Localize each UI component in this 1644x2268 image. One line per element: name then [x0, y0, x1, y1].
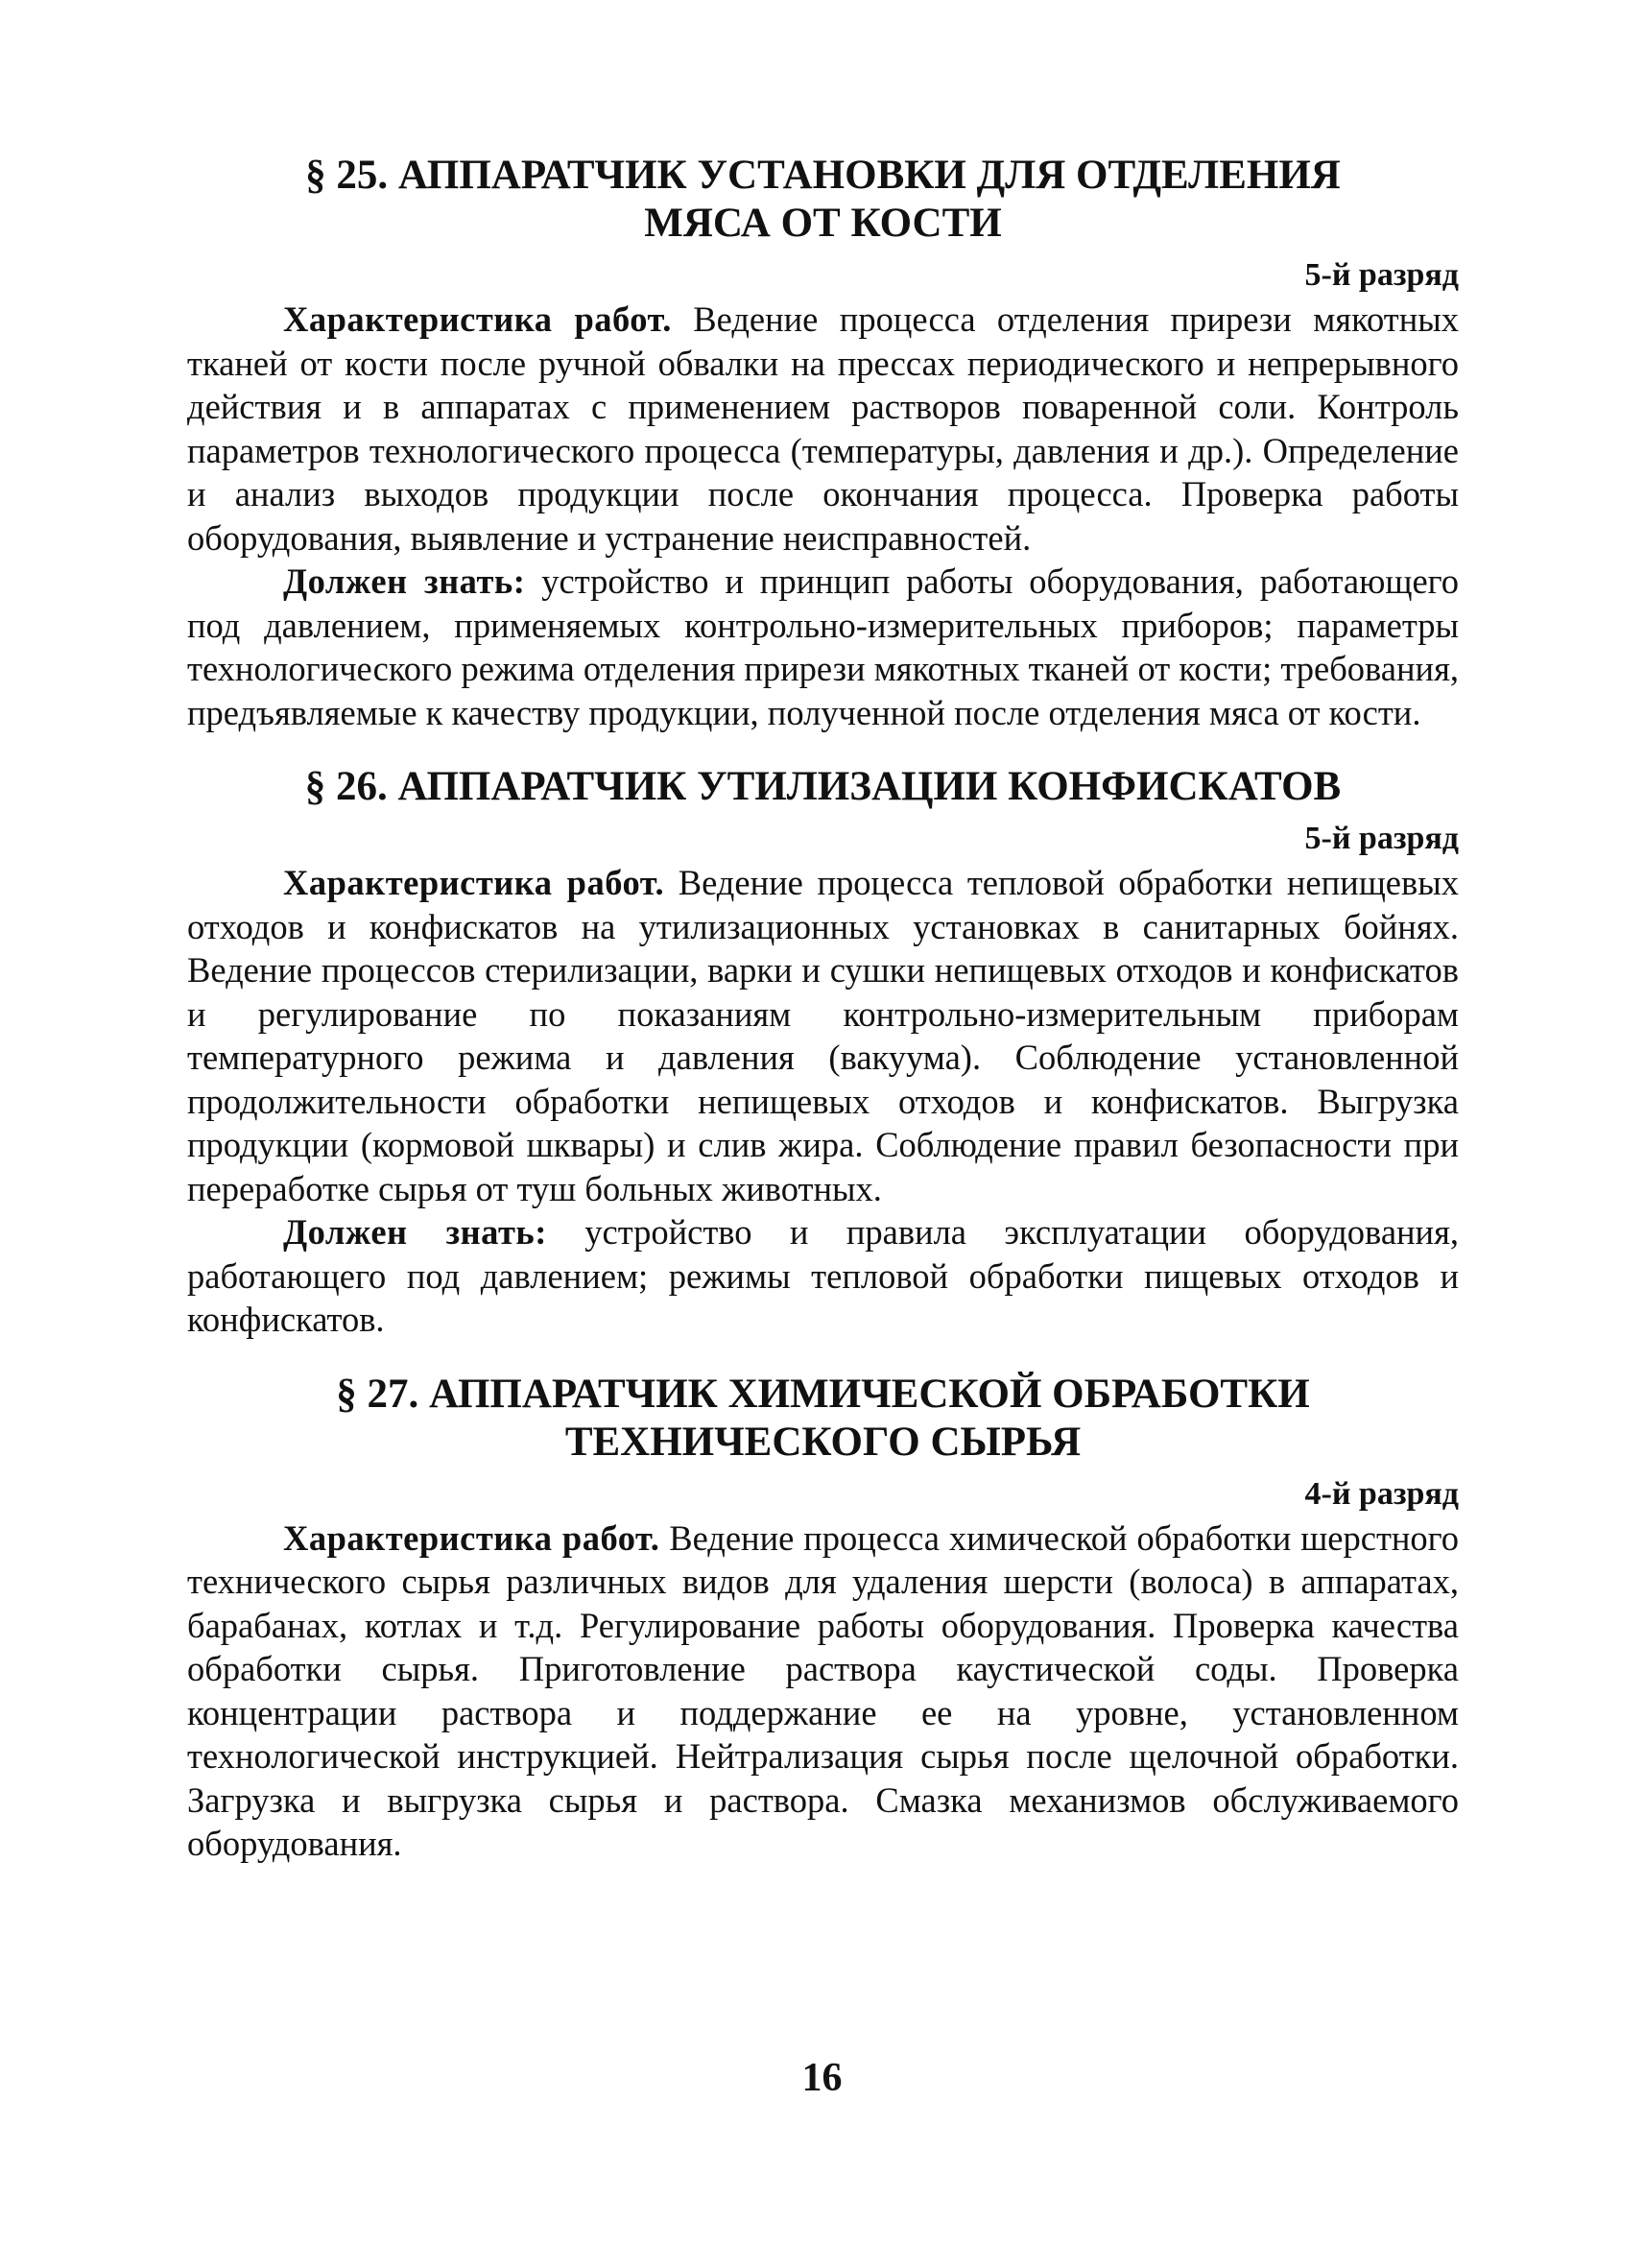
paragraph-must-know: [187, 560, 1459, 734]
heading-line: § 27. АППАРАТЧИК ХИМИЧЕСКОЙ ОБРАБОТКИ: [336, 1371, 1310, 1417]
paragraph-label: Характеристика работ.: [283, 863, 665, 902]
paragraph-characteristics: [187, 298, 1459, 560]
paragraph-text: устройство и правила эксплуатации оборудования, работающего под давлением; режимы тепловой обработки пищевых отходов и конфискатов.: [187, 1212, 1459, 1339]
heading-line: ТЕХНИЧЕСКОГО СЫРЬЯ: [564, 1419, 1082, 1465]
paragraph-text: Ведение процесса химической обработки шерстного технического сырья различных видов для удаления шерсти (волоса) в аппаратах, барабанах, котлах и т.д. Регулирование работы оборудования. Проверка качества обработки сырья. Приготовление раствора каустической соды. Проверка концентрации раствора и поддержание ее на уровне, установленном технологической инструкцией. Нейтрализация сырья после щелочной обработки. Загрузка и выгрузка сырья и раствора. Смазка механизмов обслуживаемого оборудования.: [187, 1517, 1459, 1863]
section-27: [187, 1371, 1459, 1866]
paragraph-must-know: [187, 1210, 1459, 1342]
paragraph-text: Ведение процесса отделения прирези мякотных тканей от кости после ручной обвалки на прессах периодического и непрерывного действия и в аппаратах с применением растворов поваренной соли. Контроль параметров технологического процесса (температуры, давления и др.). Определение и анализ выходов продукции после окончания процесса. Проверка работы оборудования, выявление и устранение неисправностей.: [187, 299, 1460, 558]
section-26: [187, 763, 1459, 1342]
paragraph-text: устройство и принцип работы оборудования, работающего под давлением, применяемых контрольно-измерительных приборов; параметры технологического режима отделения прирези мякотных тканей от кости; требования, предъявляемые к качеству продукции, полученной после отделения мяса от кости.: [187, 561, 1459, 732]
rank-label: 5-й разряд: [1304, 257, 1459, 293]
paragraph-label: Характеристика работ.: [283, 1517, 660, 1558]
heading-line: МЯСА ОТ КОСТИ: [644, 201, 1002, 246]
rank-label: 4-й разряд: [1304, 1475, 1459, 1512]
section-heading: [187, 152, 1459, 248]
rank-label: 5-й разряд: [1304, 821, 1459, 856]
heading-line: § 26. АППАРАТЧИК УТИЛИЗАЦИИ КОНФИСКАТОВ: [304, 764, 1342, 809]
section-heading: [187, 1371, 1459, 1467]
paragraph-characteristics: [187, 861, 1459, 1210]
paragraph-label: Должен знать:: [283, 1212, 547, 1252]
page-number: 16: [801, 2056, 843, 2100]
paragraph-label: Характеристика работ.: [283, 299, 672, 339]
page-content: [187, 152, 1459, 1866]
section-heading: [187, 763, 1459, 811]
heading-line: § 25. АППАРАТЧИК УСТАНОВКИ ДЛЯ ОТДЕЛЕНИЯ: [305, 153, 1341, 198]
section-25: [187, 152, 1459, 734]
paragraph-label: Должен знать:: [283, 561, 526, 601]
paragraph-characteristics: [187, 1516, 1459, 1866]
paragraph-text: Ведение процесса тепловой обработки непищевых отходов и конфискатов на утилизационных установках в санитарных бойнях. Ведение процессов стерилизации, варки и сушки непищевых отходов и конфискатов и регулирование по показаниям контрольно-измерительным приборам температурного режима и давления (вакуума). Соблюдение установленной продолжительности обработки непищевых отходов и конфискатов. Выгрузка продукции (кормовой шквары) и слив жира. Соблюдение правил безопасности при переработке сырья от туш больных животных.: [187, 863, 1460, 1208]
